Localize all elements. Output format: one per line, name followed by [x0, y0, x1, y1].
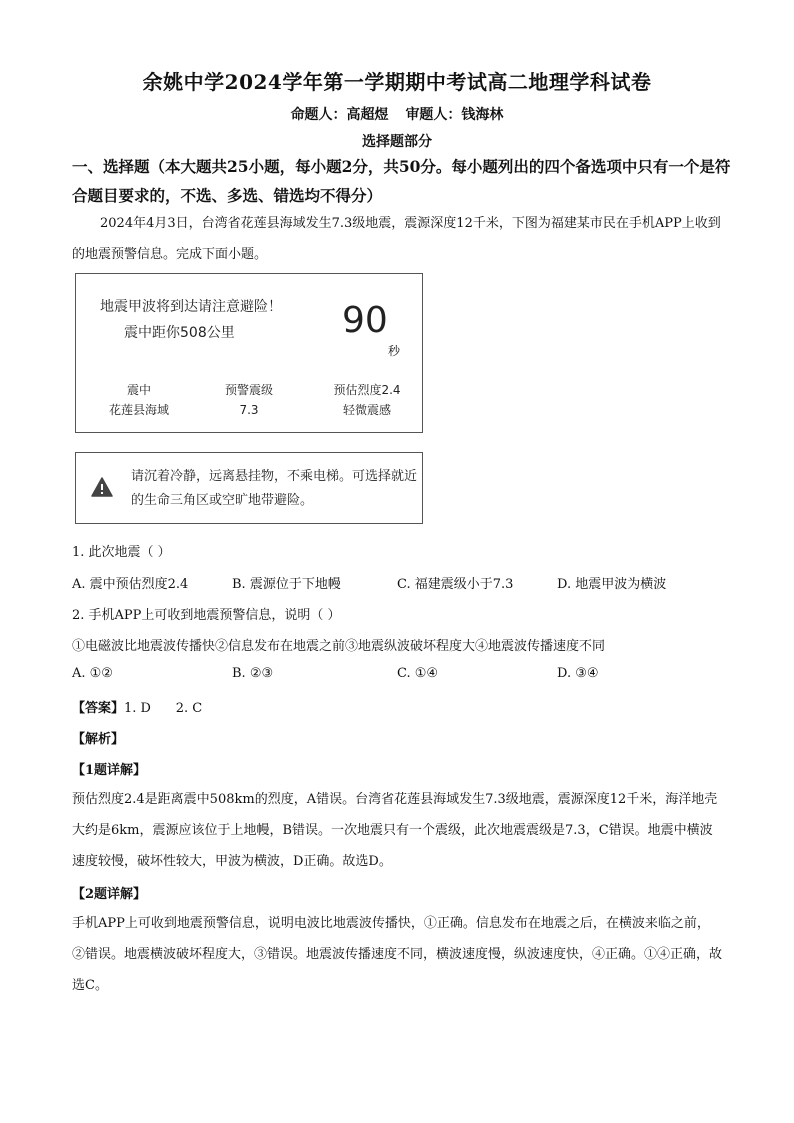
alert-magnitude-value: 7.3	[239, 403, 259, 417]
q2-analysis-heading: 【2题详解】	[72, 887, 147, 902]
q2-analysis-text: 手机APP上可收到地震预警信息，说明电波比地震波传播快，①正确。信息发布在地震之后，在横波来临之前，②错误。地震横波破坏程度大，③错误。地震波传播速度不同，横波速度慢，纵波速度快，④正确。①④正确，故选C。	[72, 916, 723, 993]
alert-magnitude-label: 预警震级	[224, 383, 273, 397]
answer-label: 【答案】	[72, 701, 125, 716]
safety-advice-card	[75, 452, 423, 524]
q2-stem: 2. 手机APP上可收到地震预警信息，说明（ ）	[72, 608, 341, 623]
q1-analysis-text: 预估烈度2.4是距离震中508km的烈度，A错误。台湾省花莲县海域发生7.3级地震，震源深度12千米，海洋地壳大约是6km，震源应该位于上地幔，B错误。一次地震只有一个震级，此次地震震级是7.3，C错误。地震中横波速度较慢，破坏性较大，甲波为横波，D正确。故选D。	[72, 792, 718, 869]
q2-option-c: C. ①④	[397, 666, 439, 681]
safety-advice-text: 请沉着冷静，远离悬挂物，不乘电梯。可选择就近的生命三角区或空旷地带避险。	[131, 469, 418, 508]
q1-option-b: B. 震源位于下地幔	[232, 577, 341, 592]
answer-line	[72, 697, 202, 716]
alert-distance: 震中距你508公里	[124, 325, 235, 341]
alert-epicenter-value: 花莲县海域	[108, 403, 169, 417]
alert-intensity	[312, 380, 422, 420]
answer-values: 1. D 2. C	[124, 701, 203, 716]
alert-intensity-value: 轻微震感	[342, 403, 391, 417]
q1-option-a: A. 震中预估烈度2.4	[72, 577, 189, 592]
warning-triangle-icon	[91, 477, 113, 497]
analysis-label: 【解析】	[72, 732, 125, 747]
q1-stem: 1. 此次地震（ ）	[72, 545, 171, 560]
q2-statements: ①电磁波比地震波传播快②信息发布在地震之前③地震纵波破坏程度大④地震波传播速度不同	[72, 639, 606, 654]
part-heading: 选择题部分	[362, 134, 432, 150]
q1-option-d: D. 地震甲波为横波	[557, 577, 667, 592]
alert-countdown-unit: 秒	[388, 344, 401, 358]
question-intro: 2024年4月3日，台湾省花莲县海域发生7.3级地震，震源深度12千米，下图为福建某市民在手机APP上收到的地震预警信息。完成下面小题。	[72, 216, 721, 262]
author: 命题人：高超煜	[290, 107, 389, 123]
q1-option-c: C. 福建震级小于7.3	[397, 577, 514, 592]
q2-option-d: D. ③④	[557, 666, 599, 681]
earthquake-alert-card	[75, 273, 423, 433]
alert-headline: 地震甲波将到达请注意避险！	[100, 299, 282, 315]
section-heading: 一、选择题（本大题共25小题，每小题2分，共50分。每小题列出的四个备选项中只有一个是符合题目要求的，不选、多选、错选均不得分）	[72, 157, 731, 205]
author-line	[0, 104, 794, 124]
alert-epicenter-label: 震中	[126, 383, 151, 397]
alert-epicenter	[84, 380, 194, 420]
reviewer: 审题人：钱海林	[405, 107, 504, 123]
alert-magnitude	[194, 380, 304, 420]
exam-title: 余姚中学2024学年第一学期期中考试高二地理学科试卷	[142, 70, 652, 94]
q2-option-b: B. ②③	[232, 666, 274, 681]
alert-countdown: 90	[342, 300, 388, 341]
alert-intensity-label: 预估烈度2.4	[333, 383, 401, 397]
q1-analysis-heading: 【1题详解】	[72, 763, 147, 778]
q2-option-a: A. ①②	[72, 666, 113, 681]
